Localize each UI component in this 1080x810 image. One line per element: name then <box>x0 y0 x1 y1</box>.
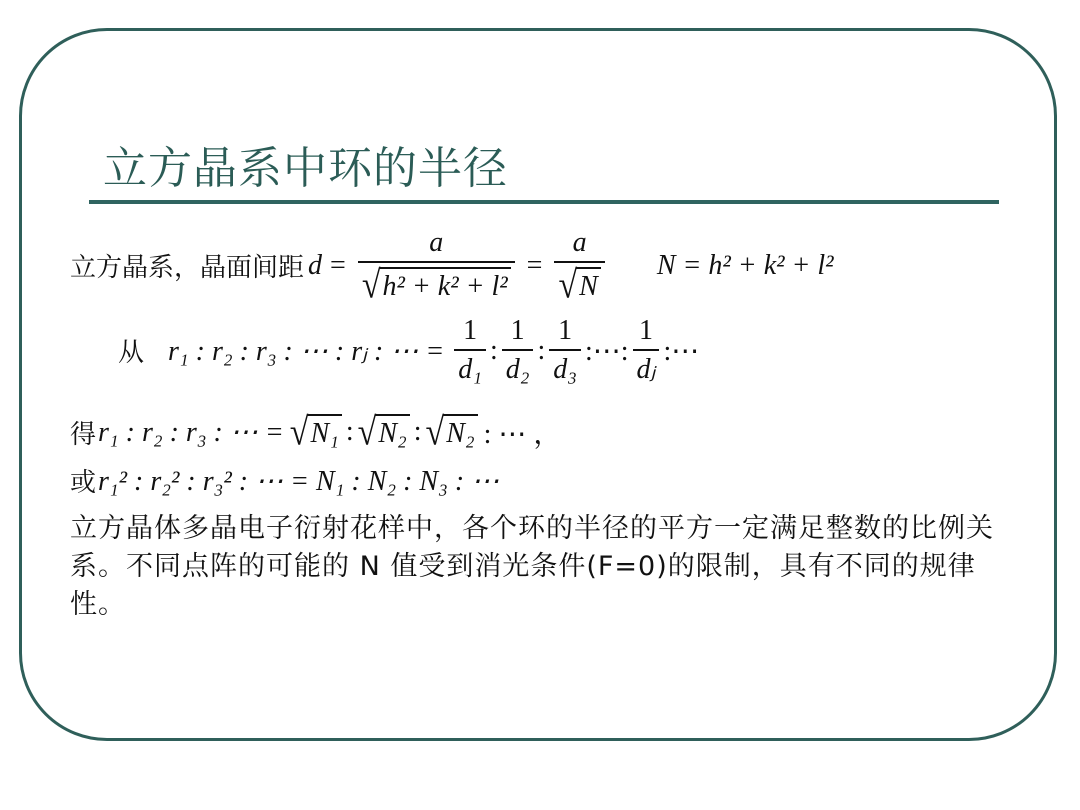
sqrt-N-expr: N <box>576 267 601 303</box>
slide-title: 立方晶系中环的半径 <box>103 143 508 194</box>
radical-sign: √ <box>361 264 381 307</box>
den-dj: dⱼ <box>633 349 660 386</box>
sqrt-tail: : ⋯ ， <box>483 419 562 450</box>
formula-line-4 <box>70 462 499 499</box>
numerator-a: a <box>429 227 444 258</box>
var-d: d <box>308 249 323 281</box>
N-definition: N = h² + k² + l² <box>656 249 834 281</box>
sqrt-N1: √ N₁ <box>290 414 342 450</box>
sqrt-hkl <box>361 264 511 307</box>
num-3: 1 <box>558 315 573 346</box>
num-j: 1 <box>639 315 653 346</box>
sqrt-N2: √ N₂ <box>358 414 410 450</box>
label-get: 得 <box>70 419 97 450</box>
equals-sign: = <box>330 249 346 281</box>
ratio-tail: :⋯ <box>663 335 700 367</box>
label-interplanar-spacing: 立方晶系，晶面间距 <box>70 253 305 284</box>
sqrt-N <box>558 264 600 307</box>
radical-sign-2: √ <box>558 264 578 307</box>
sqrt-N1-expr: N₁ <box>307 414 341 450</box>
fraction-a-over-sqrtN <box>554 227 604 307</box>
sqrt-N3-expr: N₂ <box>443 414 477 450</box>
num-1: 1 <box>463 315 478 346</box>
formula-line-3 <box>70 412 561 452</box>
fraction-a-over-sqrt <box>358 227 515 307</box>
formula-line-2 <box>118 316 699 386</box>
ratio-dots: :⋯: <box>584 335 629 367</box>
sqrt-hkl-expr: h² + k² + l² <box>379 267 510 303</box>
formula-line-1 <box>70 227 834 307</box>
fraction-1-d3 <box>549 316 581 386</box>
den-d1: d₁ <box>454 349 486 386</box>
num-2: 1 <box>510 315 525 346</box>
sqrt-N3: √ N₂ <box>426 414 478 450</box>
ratio-sep-1: : <box>489 334 498 366</box>
fraction-1-dj <box>633 316 660 386</box>
radius-ratio-lhs: r₁ : r₂ : r₃ : ⋯ : rⱼ : ⋯ = <box>168 335 445 367</box>
label-from: 从 <box>118 338 145 369</box>
squared-ratio-expr: r₁² : r₂² : r₃² : ⋯ = N₁ : N₂ : N₃ : ⋯ <box>98 465 500 497</box>
sqrt-sep-2: : <box>413 416 422 447</box>
radius-ratio-lhs-2: r₁ : r₂ : r₃ : ⋯ = <box>98 417 284 448</box>
title-underline <box>89 200 999 204</box>
den-d3: d₃ <box>549 349 581 386</box>
sqrt-sep-1: : <box>345 416 354 447</box>
den-d2: d₂ <box>502 349 534 386</box>
fraction-1-d1 <box>454 316 486 386</box>
ratio-sep-2: : <box>537 334 546 366</box>
label-or: 或 <box>70 468 97 498</box>
explanation-paragraph: 立方晶体多晶电子衍射花样中，各个环的半径的平方一定满足整数的比例关系。不同点阵的可能的 N 值受到消光条件(F=0)的限制，具有不同的规律性。 <box>70 513 994 620</box>
sqrt-N2-expr: N₂ <box>375 414 409 450</box>
fraction-1-d2 <box>502 316 534 386</box>
numerator-a-2: a <box>572 227 587 258</box>
equals-sign-2: = <box>526 249 543 281</box>
